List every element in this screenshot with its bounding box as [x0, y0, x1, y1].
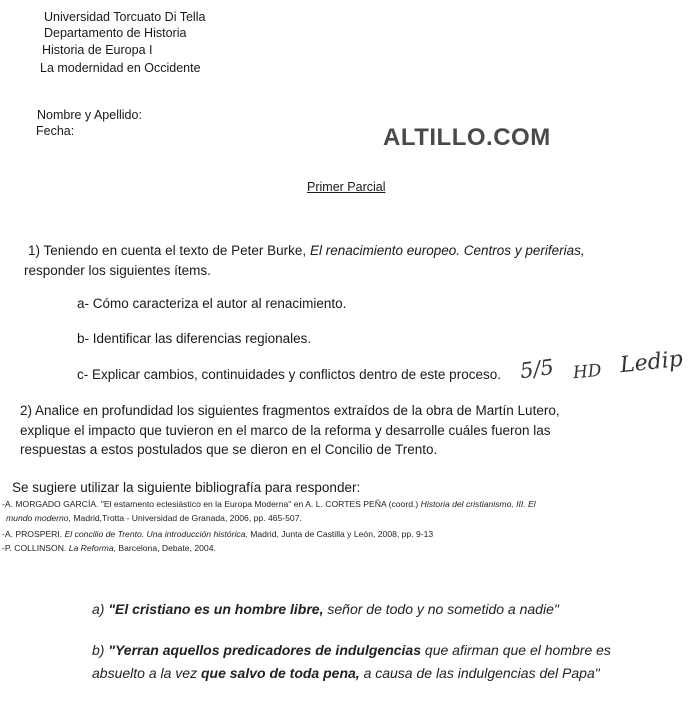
quote-b-text-2: absuelto a la vez	[92, 665, 198, 681]
q1-item-c: c- Explicar cambios, continuidades y conflictos dentro de este proceso.	[77, 367, 501, 382]
bib-entry-2-title: El concilio de Trento. Una introducción histórica,	[64, 529, 248, 539]
quote-b-emphasis-1: "Yerran aquellos predicadores de indulgencias	[108, 642, 422, 658]
bib-entry-1-cont	[6, 513, 302, 523]
quote-b-line1	[92, 642, 611, 658]
exam-title: Primer Parcial	[307, 180, 386, 194]
quote-a	[92, 601, 559, 617]
quote-b-label: b)	[92, 642, 105, 658]
q1-line1-text: 1) Teniendo en cuenta el texto de Peter Burke,	[28, 243, 307, 258]
quote-b-rest-1: que afirman que el hombre es	[424, 642, 611, 658]
bib-entry-1-author: -A. MORGADO GARCÍA. "El estamento eclesiástico en la Europa Moderna" en A. L. CORTES PEÑA (coord.)	[2, 499, 419, 509]
bib-entry-3	[2, 543, 216, 553]
q1-item-a: a- Cómo caracteriza el autor al renacimiento.	[77, 296, 347, 311]
bib-entry-2-publisher: Madrid, Junta de Castilla y León, 2008, pp. 9-13	[250, 529, 434, 539]
department-name: Departamento de Historia	[44, 26, 187, 40]
q2-line2: explique el impacto que tuvieron en el marco de la reforma y desarrolle cuáles fueron las	[20, 423, 551, 438]
university-name: Universidad Torcuato Di Tella	[44, 10, 206, 24]
quote-a-emphasis: "El cristiano es un hombre libre,	[108, 601, 324, 617]
q1-item-b: b- Identificar las diferencias regionales.	[77, 331, 312, 346]
quote-a-rest: señor de todo y no sometido a nadie"	[327, 601, 559, 617]
q1-book-title: El renacimiento europeo. Centros y periferias,	[309, 243, 585, 258]
bib-entry-1-title: Historia del cristianismo, III. El	[420, 499, 536, 509]
handwritten-score: 5/5	[518, 354, 556, 384]
bibliography-heading: Se sugiere utilizar la siguiente bibliografía para responder:	[12, 480, 361, 495]
handwritten-note: Ledip	[618, 346, 684, 379]
name-field-label: Nombre y Apellido:	[37, 108, 142, 122]
watermark: ALTILLO.COM	[383, 124, 551, 151]
bib-entry-2	[2, 529, 433, 539]
bib-entry-2-author: -A. PROSPERI.	[2, 529, 63, 539]
handwritten-initials: HD	[572, 360, 603, 384]
bib-entry-1-publisher: Madrid,Trotta - Universidad de Granada, 2006, pp. 465-507.	[73, 513, 302, 523]
quote-b-rest-2: a causa de las indulgencias del Papa"	[363, 665, 600, 681]
quote-b-line2	[92, 665, 600, 681]
q1-line1	[28, 243, 585, 258]
bib-entry-1-title-cont: mundo moderno,	[6, 513, 71, 523]
q1-line2: responder los siguientes ítems.	[24, 263, 211, 278]
quote-a-label: a)	[92, 601, 105, 617]
bib-entry-1	[2, 499, 536, 509]
quote-b-emphasis-2: que salvo de toda pena,	[200, 665, 360, 681]
q2-line1: 2) Analice en profundidad los siguientes fragmentos extraídos de la obra de Martín Lutero,	[20, 403, 560, 418]
bib-entry-3-author: -P. COLLINSON.	[2, 543, 67, 553]
date-field-label: Fecha:	[36, 124, 75, 138]
bib-entry-3-publisher: Barcelona, Debate, 2004.	[118, 543, 216, 553]
course-name: Historia de Europa I	[42, 43, 153, 57]
course-subtitle: La modernidad en Occidente	[40, 61, 201, 75]
q2-line3: respuestas a estos postulados que se dieron en el Concilio de Trento.	[20, 442, 438, 457]
bib-entry-3-title: La Reforma,	[68, 543, 117, 553]
